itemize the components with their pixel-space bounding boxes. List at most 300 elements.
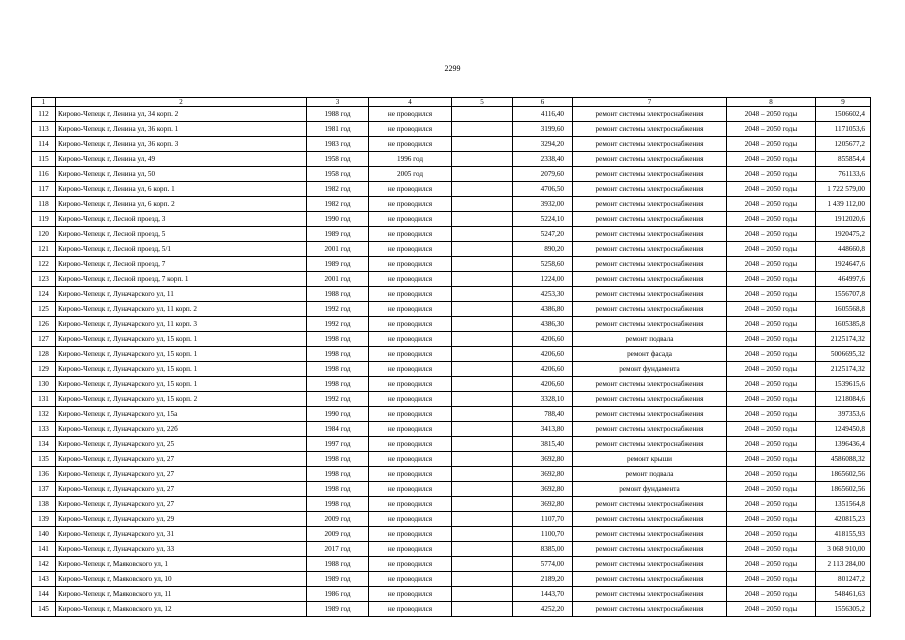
cost-cell: 1556305,2 bbox=[816, 602, 871, 617]
cost-cell: 1249450,8 bbox=[816, 422, 871, 437]
period-cell: 2048 – 2050 годы bbox=[727, 497, 816, 512]
address-cell: Кирово-Чепецк г, Луначарского ул, 11 bbox=[56, 287, 307, 302]
area-cell: 4386,80 bbox=[513, 302, 573, 317]
row-number-cell: 122 bbox=[32, 257, 56, 272]
cell-empty-cell bbox=[452, 512, 513, 527]
period-cell: 2048 – 2050 годы bbox=[727, 242, 816, 257]
cost-cell: 1605568,8 bbox=[816, 302, 871, 317]
work-type-cell: ремонт системы электроснабжения bbox=[573, 512, 727, 527]
row-number-cell: 130 bbox=[32, 377, 56, 392]
area-cell: 2189,20 bbox=[513, 572, 573, 587]
column-number-row bbox=[32, 98, 871, 107]
work-type-cell: ремонт системы электроснабжения bbox=[573, 272, 727, 287]
cost-cell: 1506602,4 bbox=[816, 107, 871, 122]
address-cell: Кирово-Чепецк г, Луначарского ул, 15 корп. 1 bbox=[56, 377, 307, 392]
build-year-cell: 1997 год bbox=[307, 437, 369, 452]
period-cell: 2048 – 2050 годы bbox=[727, 602, 816, 617]
row-number-cell: 142 bbox=[32, 557, 56, 572]
row-number-cell: 127 bbox=[32, 332, 56, 347]
row-number-cell: 120 bbox=[32, 227, 56, 242]
build-year-cell: 1998 год bbox=[307, 332, 369, 347]
cell-empty-cell bbox=[452, 167, 513, 182]
last-repair-year-cell: не проводился bbox=[369, 107, 452, 122]
address-cell: Кирово-Чепецк г, Луначарского ул, 11 корп. 3 bbox=[56, 317, 307, 332]
cost-cell: 1 722 579,00 bbox=[816, 182, 871, 197]
cell-empty-cell bbox=[452, 557, 513, 572]
build-year-cell: 2001 год bbox=[307, 242, 369, 257]
cost-cell: 4586088,32 bbox=[816, 452, 871, 467]
row-number-cell: 137 bbox=[32, 482, 56, 497]
work-type-cell: ремонт системы электроснабжения bbox=[573, 407, 727, 422]
last-repair-year-cell: не проводился bbox=[369, 302, 452, 317]
last-repair-year-cell: не проводился bbox=[369, 437, 452, 452]
work-type-cell: ремонт системы электроснабжения bbox=[573, 212, 727, 227]
last-repair-year-cell: не проводился bbox=[369, 482, 452, 497]
cost-cell: 5006695,32 bbox=[816, 347, 871, 362]
area-cell: 4706,50 bbox=[513, 182, 573, 197]
build-year-cell: 1984 год bbox=[307, 422, 369, 437]
table-row bbox=[32, 302, 871, 317]
table-row bbox=[32, 497, 871, 512]
address-cell: Кирово-Чепецк г, Лесной проезд, 5 bbox=[56, 227, 307, 242]
area-cell: 4253,30 bbox=[513, 287, 573, 302]
row-number-cell: 133 bbox=[32, 422, 56, 437]
area-cell: 5247,20 bbox=[513, 227, 573, 242]
last-repair-year-cell: не проводился bbox=[369, 257, 452, 272]
address-cell: Кирово-Чепецк г, Луначарского ул, 27 bbox=[56, 452, 307, 467]
cell-empty-cell bbox=[452, 497, 513, 512]
work-type-cell: ремонт системы электроснабжения bbox=[573, 122, 727, 137]
table-row bbox=[32, 122, 871, 137]
period-cell: 2048 – 2050 годы bbox=[727, 422, 816, 437]
cell-empty-cell bbox=[452, 587, 513, 602]
last-repair-year-cell: не проводился bbox=[369, 422, 452, 437]
cell-empty-cell bbox=[452, 122, 513, 137]
row-number-cell: 136 bbox=[32, 467, 56, 482]
build-year-cell: 1989 год bbox=[307, 257, 369, 272]
table-row bbox=[32, 182, 871, 197]
address-cell: Кирово-Чепецк г, Ленина ул, 34 корп. 2 bbox=[56, 107, 307, 122]
period-cell: 2048 – 2050 годы bbox=[727, 512, 816, 527]
table-row bbox=[32, 377, 871, 392]
last-repair-year-cell: не проводился bbox=[369, 287, 452, 302]
work-type-cell: ремонт системы электроснабжения bbox=[573, 497, 727, 512]
period-cell: 2048 – 2050 годы bbox=[727, 107, 816, 122]
address-cell: Кирово-Чепецк г, Луначарского ул, 29 bbox=[56, 512, 307, 527]
last-repair-year-cell: 2005 год bbox=[369, 167, 452, 182]
build-year-cell: 1992 год bbox=[307, 392, 369, 407]
work-type-cell: ремонт системы электроснабжения bbox=[573, 302, 727, 317]
table-row bbox=[32, 137, 871, 152]
column-header: 8 bbox=[727, 98, 816, 107]
table-row bbox=[32, 407, 871, 422]
cell-empty-cell bbox=[452, 197, 513, 212]
column-header: 9 bbox=[816, 98, 871, 107]
cost-cell: 3 068 910,00 bbox=[816, 542, 871, 557]
area-cell: 890,20 bbox=[513, 242, 573, 257]
work-type-cell: ремонт системы электроснабжения bbox=[573, 167, 727, 182]
work-type-cell: ремонт системы электроснабжения bbox=[573, 182, 727, 197]
period-cell: 2048 – 2050 годы bbox=[727, 137, 816, 152]
address-cell: Кирово-Чепецк г, Луначарского ул, 15 корп. 1 bbox=[56, 332, 307, 347]
area-cell: 1107,70 bbox=[513, 512, 573, 527]
cell-empty-cell bbox=[452, 272, 513, 287]
period-cell: 2048 – 2050 годы bbox=[727, 272, 816, 287]
cost-cell: 1556707,8 bbox=[816, 287, 871, 302]
cost-cell: 801247,2 bbox=[816, 572, 871, 587]
work-type-cell: ремонт системы электроснабжения bbox=[573, 557, 727, 572]
work-type-cell: ремонт фундамента bbox=[573, 362, 727, 377]
address-cell: Кирово-Чепецк г, Ленина ул, 49 bbox=[56, 152, 307, 167]
period-cell: 2048 – 2050 годы bbox=[727, 167, 816, 182]
address-cell: Кирово-Чепецк г, Лесной проезд, 7 корп. 1 bbox=[56, 272, 307, 287]
table-row bbox=[32, 482, 871, 497]
cost-cell: 1171053,6 bbox=[816, 122, 871, 137]
last-repair-year-cell: не проводился bbox=[369, 572, 452, 587]
table-row bbox=[32, 602, 871, 617]
cost-cell: 1605385,8 bbox=[816, 317, 871, 332]
build-year-cell: 1990 год bbox=[307, 407, 369, 422]
area-cell: 8385,00 bbox=[513, 542, 573, 557]
cost-cell: 1920475,2 bbox=[816, 227, 871, 242]
row-number-cell: 128 bbox=[32, 347, 56, 362]
period-cell: 2048 – 2050 годы bbox=[727, 317, 816, 332]
cost-cell: 761133,6 bbox=[816, 167, 871, 182]
cost-cell: 548461,63 bbox=[816, 587, 871, 602]
cell-empty-cell bbox=[452, 137, 513, 152]
build-year-cell: 1988 год bbox=[307, 557, 369, 572]
work-type-cell: ремонт системы электроснабжения bbox=[573, 227, 727, 242]
row-number-cell: 114 bbox=[32, 137, 56, 152]
cost-cell: 1865602,56 bbox=[816, 467, 871, 482]
table-row bbox=[32, 227, 871, 242]
period-cell: 2048 – 2050 годы bbox=[727, 557, 816, 572]
last-repair-year-cell: не проводился bbox=[369, 227, 452, 242]
last-repair-year-cell: не проводился bbox=[369, 122, 452, 137]
cell-empty-cell bbox=[452, 542, 513, 557]
last-repair-year-cell: не проводился bbox=[369, 362, 452, 377]
cell-empty-cell bbox=[452, 392, 513, 407]
last-repair-year-cell: не проводился bbox=[369, 137, 452, 152]
work-type-cell: ремонт системы электроснабжения bbox=[573, 107, 727, 122]
work-type-cell: ремонт системы электроснабжения bbox=[573, 422, 727, 437]
period-cell: 2048 – 2050 годы bbox=[727, 122, 816, 137]
area-cell: 4206,60 bbox=[513, 377, 573, 392]
row-number-cell: 124 bbox=[32, 287, 56, 302]
build-year-cell: 1998 год bbox=[307, 362, 369, 377]
table-row bbox=[32, 152, 871, 167]
table-row bbox=[32, 572, 871, 587]
row-number-cell: 126 bbox=[32, 317, 56, 332]
build-year-cell: 2017 год bbox=[307, 542, 369, 557]
cost-cell: 397353,6 bbox=[816, 407, 871, 422]
build-year-cell: 2009 год bbox=[307, 512, 369, 527]
address-cell: Кирово-Чепецк г, Ленина ул, 36 корп. 1 bbox=[56, 122, 307, 137]
build-year-cell: 1986 год bbox=[307, 587, 369, 602]
last-repair-year-cell: 1996 год bbox=[369, 152, 452, 167]
column-header: 7 bbox=[573, 98, 727, 107]
area-cell: 3413,80 bbox=[513, 422, 573, 437]
area-cell: 5258,60 bbox=[513, 257, 573, 272]
row-number-cell: 129 bbox=[32, 362, 56, 377]
cell-empty-cell bbox=[452, 467, 513, 482]
last-repair-year-cell: не проводился bbox=[369, 347, 452, 362]
period-cell: 2048 – 2050 годы bbox=[727, 542, 816, 557]
cost-cell: 855854,4 bbox=[816, 152, 871, 167]
table-row bbox=[32, 287, 871, 302]
address-cell: Кирово-Чепецк г, Луначарского ул, 15а bbox=[56, 407, 307, 422]
address-cell: Кирово-Чепецк г, Луначарского ул, 11 корп. 2 bbox=[56, 302, 307, 317]
cell-empty-cell bbox=[452, 482, 513, 497]
row-number-cell: 134 bbox=[32, 437, 56, 452]
area-cell: 4252,20 bbox=[513, 602, 573, 617]
row-number-cell: 141 bbox=[32, 542, 56, 557]
column-header: 5 bbox=[452, 98, 513, 107]
work-type-cell: ремонт системы электроснабжения bbox=[573, 257, 727, 272]
table-row bbox=[32, 347, 871, 362]
address-cell: Кирово-Чепецк г, Ленина ул, 6 корп. 1 bbox=[56, 182, 307, 197]
page-number: 2299 bbox=[444, 64, 461, 73]
period-cell: 2048 – 2050 годы bbox=[727, 212, 816, 227]
table-row bbox=[32, 557, 871, 572]
last-repair-year-cell: не проводился bbox=[369, 182, 452, 197]
build-year-cell: 1989 год bbox=[307, 602, 369, 617]
address-cell: Кирово-Чепецк г, Луначарского ул, 27 bbox=[56, 497, 307, 512]
row-number-cell: 131 bbox=[32, 392, 56, 407]
row-number-cell: 116 bbox=[32, 167, 56, 182]
period-cell: 2048 – 2050 годы bbox=[727, 197, 816, 212]
last-repair-year-cell: не проводился bbox=[369, 497, 452, 512]
row-number-cell: 143 bbox=[32, 572, 56, 587]
cell-empty-cell bbox=[452, 287, 513, 302]
build-year-cell: 1998 год bbox=[307, 497, 369, 512]
address-cell: Кирово-Чепецк г, Луначарского ул, 15 корп. 2 bbox=[56, 392, 307, 407]
work-type-cell: ремонт системы электроснабжения bbox=[573, 197, 727, 212]
area-cell: 3815,40 bbox=[513, 437, 573, 452]
build-year-cell: 1989 год bbox=[307, 227, 369, 242]
work-type-cell: ремонт системы электроснабжения bbox=[573, 317, 727, 332]
table-row bbox=[32, 317, 871, 332]
build-year-cell: 1989 год bbox=[307, 572, 369, 587]
build-year-cell: 1992 год bbox=[307, 302, 369, 317]
row-number-cell: 140 bbox=[32, 527, 56, 542]
cell-empty-cell bbox=[452, 317, 513, 332]
last-repair-year-cell: не проводился bbox=[369, 527, 452, 542]
last-repair-year-cell: не проводился bbox=[369, 512, 452, 527]
area-cell: 3692,80 bbox=[513, 467, 573, 482]
area-cell: 2338,40 bbox=[513, 152, 573, 167]
cost-cell: 1 439 112,00 bbox=[816, 197, 871, 212]
address-cell: Кирово-Чепецк г, Луначарского ул, 15 корп. 1 bbox=[56, 362, 307, 377]
work-type-cell: ремонт системы электроснабжения bbox=[573, 602, 727, 617]
column-header: 4 bbox=[369, 98, 452, 107]
last-repair-year-cell: не проводился bbox=[369, 557, 452, 572]
period-cell: 2048 – 2050 годы bbox=[727, 392, 816, 407]
address-cell: Кирово-Чепецк г, Ленина ул, 6 корп. 2 bbox=[56, 197, 307, 212]
cell-empty-cell bbox=[452, 227, 513, 242]
column-header: 1 bbox=[32, 98, 56, 107]
row-number-cell: 135 bbox=[32, 452, 56, 467]
work-type-cell: ремонт крыши bbox=[573, 452, 727, 467]
last-repair-year-cell: не проводился bbox=[369, 542, 452, 557]
work-type-cell: ремонт системы электроснабжения bbox=[573, 137, 727, 152]
address-cell: Кирово-Чепецк г, Луначарского ул, 27 bbox=[56, 482, 307, 497]
work-type-cell: ремонт подвала bbox=[573, 467, 727, 482]
cost-cell: 1218084,6 bbox=[816, 392, 871, 407]
table-row bbox=[32, 332, 871, 347]
last-repair-year-cell: не проводился bbox=[369, 602, 452, 617]
area-cell: 3692,80 bbox=[513, 452, 573, 467]
work-type-cell: ремонт системы электроснабжения bbox=[573, 542, 727, 557]
period-cell: 2048 – 2050 годы bbox=[727, 407, 816, 422]
address-cell: Кирово-Чепецк г, Луначарского ул, 22б bbox=[56, 422, 307, 437]
row-number-cell: 144 bbox=[32, 587, 56, 602]
cell-empty-cell bbox=[452, 527, 513, 542]
row-number-cell: 113 bbox=[32, 122, 56, 137]
table-row bbox=[32, 242, 871, 257]
area-cell: 5224,10 bbox=[513, 212, 573, 227]
table-row bbox=[32, 392, 871, 407]
area-cell: 3692,80 bbox=[513, 482, 573, 497]
last-repair-year-cell: не проводился bbox=[369, 392, 452, 407]
cell-empty-cell bbox=[452, 362, 513, 377]
last-repair-year-cell: не проводился bbox=[369, 467, 452, 482]
area-cell: 4206,60 bbox=[513, 332, 573, 347]
period-cell: 2048 – 2050 годы bbox=[727, 287, 816, 302]
table-row bbox=[32, 542, 871, 557]
address-cell: Кирово-Чепецк г, Луначарского ул, 33 bbox=[56, 542, 307, 557]
cost-cell: 1205677,2 bbox=[816, 137, 871, 152]
column-header: 6 bbox=[513, 98, 573, 107]
address-cell: Кирово-Чепецк г, Лесной проезд, 7 bbox=[56, 257, 307, 272]
area-cell: 5774,00 bbox=[513, 557, 573, 572]
cell-empty-cell bbox=[452, 332, 513, 347]
build-year-cell: 1982 год bbox=[307, 197, 369, 212]
period-cell: 2048 – 2050 годы bbox=[727, 152, 816, 167]
work-type-cell: ремонт системы электроснабжения bbox=[573, 242, 727, 257]
cost-cell: 448660,8 bbox=[816, 242, 871, 257]
last-repair-year-cell: не проводился bbox=[369, 272, 452, 287]
area-cell: 4116,40 bbox=[513, 107, 573, 122]
table-row bbox=[32, 197, 871, 212]
build-year-cell: 1983 год bbox=[307, 137, 369, 152]
cost-cell: 1351564,8 bbox=[816, 497, 871, 512]
table-row bbox=[32, 422, 871, 437]
build-year-cell: 1988 год bbox=[307, 287, 369, 302]
row-number-cell: 112 bbox=[32, 107, 56, 122]
area-cell: 3199,60 bbox=[513, 122, 573, 137]
address-cell: Кирово-Чепецк г, Луначарского ул, 27 bbox=[56, 467, 307, 482]
area-cell: 2079,60 bbox=[513, 167, 573, 182]
row-number-cell: 118 bbox=[32, 197, 56, 212]
area-cell: 1100,70 bbox=[513, 527, 573, 542]
period-cell: 2048 – 2050 годы bbox=[727, 362, 816, 377]
cost-cell: 420815,23 bbox=[816, 512, 871, 527]
cell-empty-cell bbox=[452, 257, 513, 272]
work-type-cell: ремонт фасада bbox=[573, 347, 727, 362]
period-cell: 2048 – 2050 годы bbox=[727, 527, 816, 542]
period-cell: 2048 – 2050 годы bbox=[727, 572, 816, 587]
period-cell: 2048 – 2050 годы bbox=[727, 467, 816, 482]
period-cell: 2048 – 2050 годы bbox=[727, 182, 816, 197]
period-cell: 2048 – 2050 годы bbox=[727, 302, 816, 317]
work-type-cell: ремонт системы электроснабжения bbox=[573, 152, 727, 167]
last-repair-year-cell: не проводился bbox=[369, 197, 452, 212]
table-row bbox=[32, 212, 871, 227]
build-year-cell: 1992 год bbox=[307, 317, 369, 332]
table-row bbox=[32, 512, 871, 527]
row-number-cell: 121 bbox=[32, 242, 56, 257]
cell-empty-cell bbox=[452, 407, 513, 422]
cost-cell: 1539615,6 bbox=[816, 377, 871, 392]
cell-empty-cell bbox=[452, 437, 513, 452]
table-row bbox=[32, 257, 871, 272]
period-cell: 2048 – 2050 годы bbox=[727, 332, 816, 347]
address-cell: Кирово-Чепецк г, Луначарского ул, 15 корп. 1 bbox=[56, 347, 307, 362]
row-number-cell: 125 bbox=[32, 302, 56, 317]
address-cell: Кирово-Чепецк г, Лесной проезд, 5/1 bbox=[56, 242, 307, 257]
table-row bbox=[32, 587, 871, 602]
period-cell: 2048 – 2050 годы bbox=[727, 587, 816, 602]
cell-empty-cell bbox=[452, 107, 513, 122]
cell-empty-cell bbox=[452, 182, 513, 197]
build-year-cell: 1981 год bbox=[307, 122, 369, 137]
table-row bbox=[32, 452, 871, 467]
cost-cell: 2 113 284,00 bbox=[816, 557, 871, 572]
last-repair-year-cell: не проводился bbox=[369, 377, 452, 392]
build-year-cell: 1988 год bbox=[307, 107, 369, 122]
address-cell: Кирово-Чепецк г, Ленина ул, 36 корп. 3 bbox=[56, 137, 307, 152]
cell-empty-cell bbox=[452, 242, 513, 257]
cost-cell: 464997,6 bbox=[816, 272, 871, 287]
address-cell: Кирово-Чепецк г, Маяковского ул, 12 bbox=[56, 602, 307, 617]
area-cell: 3692,80 bbox=[513, 497, 573, 512]
area-cell: 3932,00 bbox=[513, 197, 573, 212]
work-type-cell: ремонт системы электроснабжения bbox=[573, 572, 727, 587]
area-cell: 3294,20 bbox=[513, 137, 573, 152]
address-cell: Кирово-Чепецк г, Маяковского ул, 10 bbox=[56, 572, 307, 587]
row-number-cell: 115 bbox=[32, 152, 56, 167]
period-cell: 2048 – 2050 годы bbox=[727, 452, 816, 467]
cost-cell: 1396436,4 bbox=[816, 437, 871, 452]
area-cell: 788,40 bbox=[513, 407, 573, 422]
cell-empty-cell bbox=[452, 422, 513, 437]
work-type-cell: ремонт системы электроснабжения bbox=[573, 377, 727, 392]
address-cell: Кирово-Чепецк г, Ленина ул, 50 bbox=[56, 167, 307, 182]
build-year-cell: 1998 год bbox=[307, 467, 369, 482]
build-year-cell: 1990 год bbox=[307, 212, 369, 227]
column-header: 3 bbox=[307, 98, 369, 107]
last-repair-year-cell: не проводился bbox=[369, 587, 452, 602]
last-repair-year-cell: не проводился bbox=[369, 407, 452, 422]
row-number-cell: 117 bbox=[32, 182, 56, 197]
work-type-cell: ремонт фундамента bbox=[573, 482, 727, 497]
row-number-cell: 138 bbox=[32, 497, 56, 512]
repair-schedule-table bbox=[31, 97, 871, 617]
cell-empty-cell bbox=[452, 572, 513, 587]
cell-empty-cell bbox=[452, 212, 513, 227]
period-cell: 2048 – 2050 годы bbox=[727, 227, 816, 242]
area-cell: 1443,70 bbox=[513, 587, 573, 602]
area-cell: 4206,60 bbox=[513, 347, 573, 362]
build-year-cell: 2009 год bbox=[307, 527, 369, 542]
period-cell: 2048 – 2050 годы bbox=[727, 482, 816, 497]
cell-empty-cell bbox=[452, 377, 513, 392]
work-type-cell: ремонт подвала bbox=[573, 332, 727, 347]
work-type-cell: ремонт системы электроснабжения bbox=[573, 287, 727, 302]
address-cell: Кирово-Чепецк г, Маяковского ул, 11 bbox=[56, 587, 307, 602]
build-year-cell: 1998 год bbox=[307, 347, 369, 362]
